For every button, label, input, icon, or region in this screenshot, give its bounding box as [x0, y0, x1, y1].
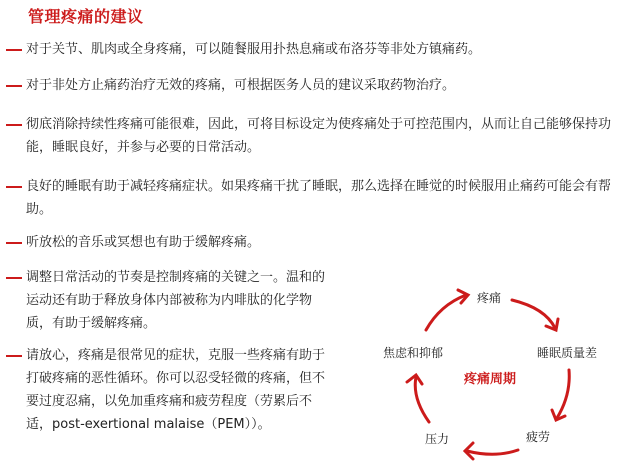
- dash-bullet-icon: [6, 85, 22, 87]
- dash-bullet-icon: [6, 277, 22, 279]
- tip-item: [6, 40, 626, 61]
- cycle-node-poor-sleep: 睡眠质量差: [537, 346, 598, 360]
- cycle-center-label: 疼痛周期: [464, 372, 517, 387]
- tip-item: [6, 76, 626, 97]
- tip-item: [6, 115, 626, 159]
- cycle-node-pain: 疼痛: [477, 291, 502, 305]
- page-title: 管理疼痛的建议: [28, 7, 144, 26]
- dash-bullet-icon: [6, 355, 22, 357]
- tip-item: [6, 177, 626, 221]
- cycle-node-anxiety-depression: 焦虑和抑郁: [383, 346, 444, 360]
- cycle-node-fatigue: 疲劳: [526, 430, 551, 444]
- tip-text: 对于非处方止痛药治疗无效的疼痛，可根据医务人员的建议采取药物治疗。: [26, 78, 456, 93]
- tip-text: 彻底消除持续性疼痛可能很难，因此，可将目标设定为使疼痛处于可控范围内，从而让自己能够保持功能，睡眠良好，并参与必要的日常活动。: [26, 117, 612, 155]
- tip-text: 调整日常活动的节奏是控制疼痛的关键之一。温和的运动还有助于释放身体内部被称为内啡肽的化学物质，有助于缓解疼痛。: [26, 270, 326, 331]
- tip-text: 听放松的音乐或冥想也有助于缓解疼痛。: [26, 235, 261, 250]
- tip-item: [6, 268, 326, 335]
- dash-bullet-icon: [6, 242, 22, 244]
- tip-text: 请放心，疼痛是很常见的症状，克服一些疼痛有助于打破疼痛的恶性循环。你可以忍受轻微的疼痛，但不要过度忍痛，以免加重疼痛和疲劳程度（劳累后不适，post-exertional malaise（PEM））。: [26, 348, 326, 432]
- pain-cycle-diagram: [360, 270, 626, 469]
- tip-text: 良好的睡眠有助于减轻疼痛症状。如果疼痛干扰了睡眠，那么选择在睡觉的时候服用止痛药可能会有帮助。: [26, 179, 612, 217]
- dash-bullet-icon: [6, 49, 22, 51]
- dash-bullet-icon: [6, 124, 22, 126]
- tip-item: [6, 233, 626, 254]
- tip-text: 对于关节、肌肉或全身疼痛，可以随餐服用扑热息痛或布洛芬等非处方镇痛药。: [26, 42, 482, 57]
- cycle-node-stress: 压力: [425, 432, 450, 446]
- tip-item: [6, 346, 326, 436]
- dash-bullet-icon: [6, 186, 22, 188]
